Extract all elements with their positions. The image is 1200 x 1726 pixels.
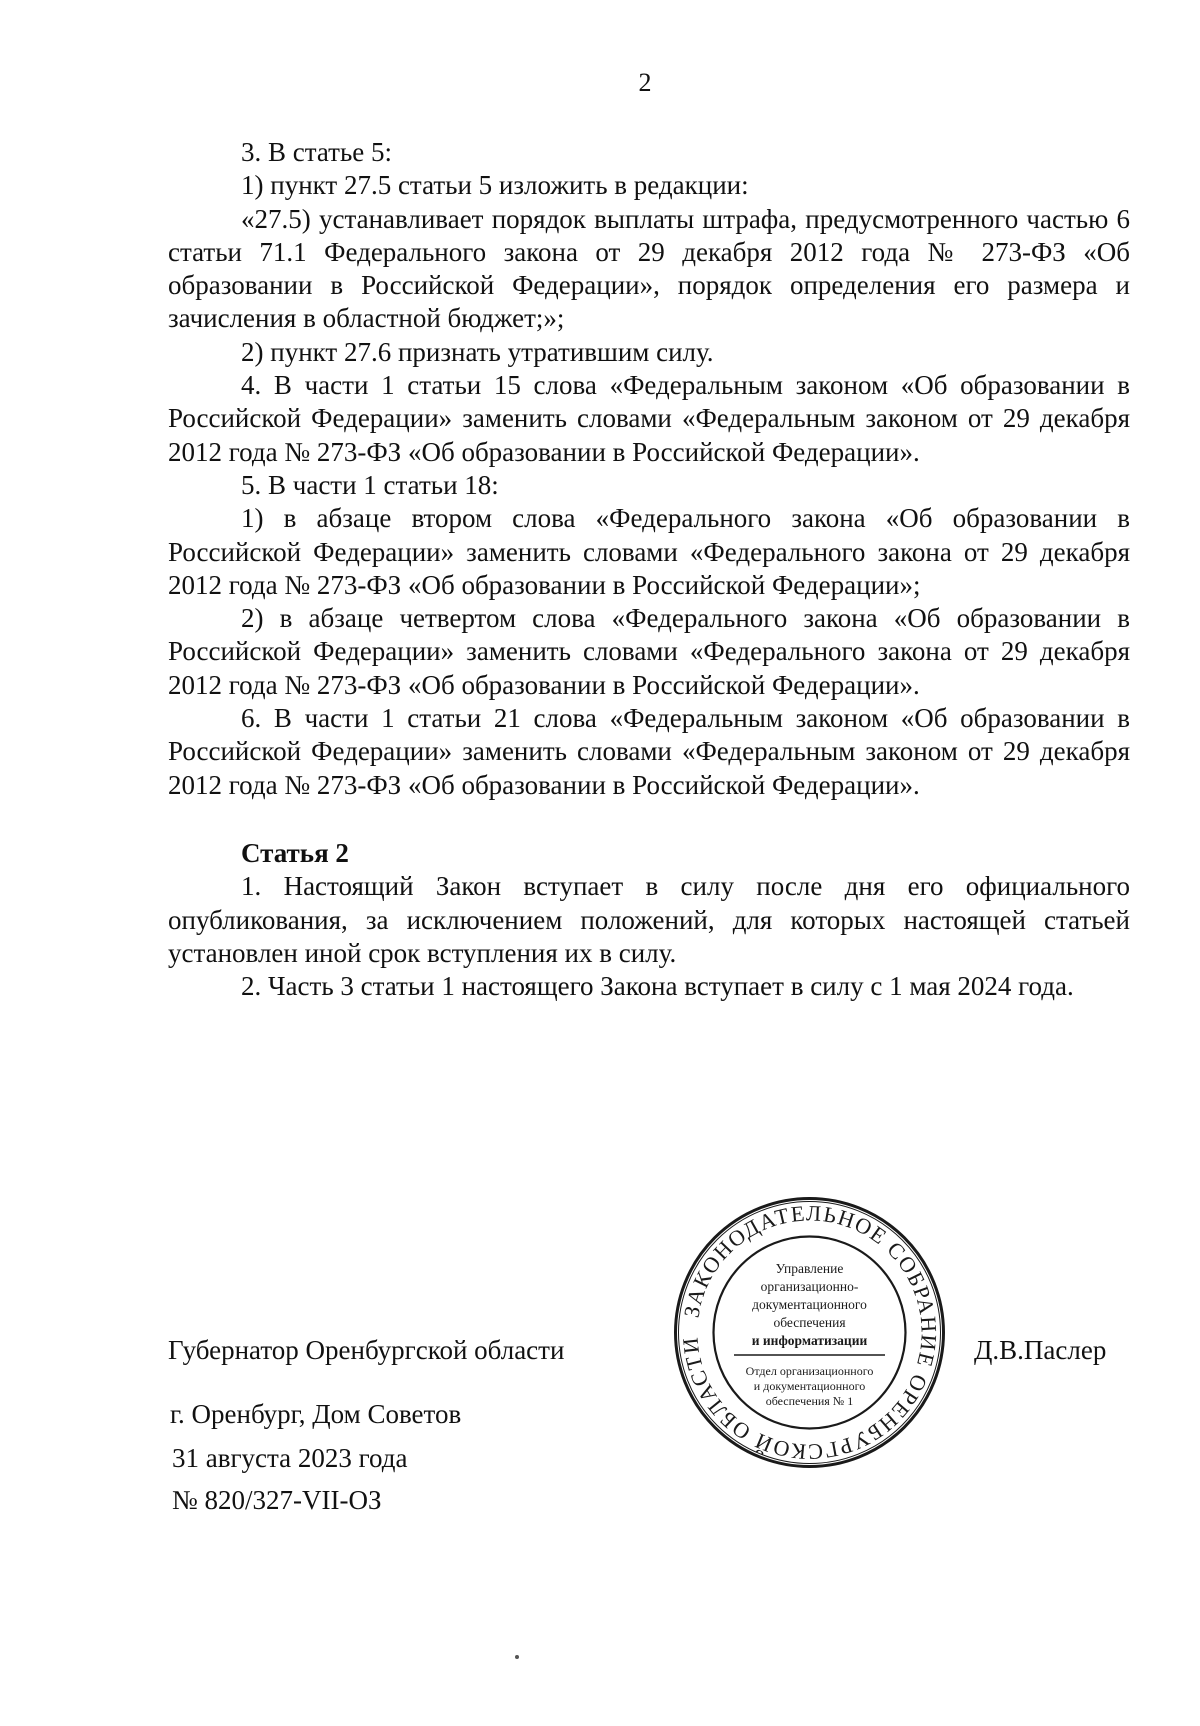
svg-text:организационно-: организационно- [760,1279,859,1294]
signing-date: 31 августа 2023 года [172,1443,408,1473]
signing-place: г. Оренбург, Дом Советов [170,1399,462,1429]
svg-text:и документационного: и документационного [753,1379,866,1393]
amendment-quote: «27.5) устанавливает порядок выплаты штрафа, предусмотренного частью 6 статьи 71.1 Федерального закона от 29 декабря 2012 года № 273-ФЗ «Об образовании в Российской Федерации», порядок определения его размера и зачисления в областной бюджет;»; [168,203,1130,334]
amendment-subitem: 1) в абзаце втором слова «Федерального закона «Об образовании в Российской Федерации» заменить словами «Федерального закона от 29 декабря 2012 года № 273-ФЗ «Об образовании в Российской Федерации»; [168,503,1130,600]
seal-center-text [752,1261,868,1348]
article-paragraph: 2. Часть 3 статьи 1 настоящего Закона вступает в силу с 1 мая 2024 года. [241,971,1074,1002]
amendment-item-4: 4. В части 1 статьи 15 слова «Федеральным законом «Об образовании в Российской Федерации» заменить словами «Федеральным законом от 29 декабря 2012 года № 273-ФЗ «Об образовании в Российской Федерации». [168,370,1130,467]
page-number: 2 [638,68,652,97]
amendment-item-5: 5. В части 1 статьи 18: [241,469,499,500]
amendment-subitem: 2) пункт 27.6 признать утратившим силу. [241,336,714,367]
signatory-name: Д.В.Паслер [974,1335,1107,1365]
amendment-item-6: 6. В части 1 статьи 21 слова «Федеральным законом «Об образовании в Российской Федерации» заменить словами «Федеральным законом от 29 декабря 2012 года № 273-ФЗ «Об образовании в Российской Федерации». [168,703,1130,800]
signatory-position: Губернатор Оренбургской области [168,1335,565,1365]
amendment-subitem: 1) пункт 27.5 статьи 5 изложить в редакции: [241,170,749,201]
svg-text:Отдел организационного: Отдел организационного [745,1364,874,1378]
svg-text:документационного: документационного [752,1297,867,1312]
seal-ring-text: ЗАКОНОДАТЕЛЬНОЕ СОБРАНИЕ ОРЕНБУРГСКОЙ ОБЛАСТИ [677,1200,942,1465]
svg-text:обеспечения: обеспечения [773,1315,846,1330]
article-paragraph: 1. Настоящий Закон вступает в силу после дня его официального опубликования, за исключением положений, для которых настоящей статьей установлен иной срок вступления их в силу. [168,871,1130,968]
svg-text:обеспечения № 1: обеспечения № 1 [765,1394,854,1408]
law-number: № 820/327-VII-ОЗ [172,1485,382,1515]
svg-text:Управление: Управление [775,1261,844,1276]
article-heading: Статья 2 [241,837,349,868]
amendment-item-3: 3. В статье 5: [241,137,393,167]
svg-text:и информатизации: и информатизации [751,1333,868,1348]
document-body [168,136,1130,1003]
seal-department-text [746,1364,874,1408]
scan-speck [515,1655,519,1659]
amendment-subitem: 2) в абзаце четвертом слова «Федерального закона «Об образовании в Российской Федерации» заменить словами «Федерального закона от 29 декабря 2012 года № 273-ФЗ «Об образовании в Российской Федерации». [168,603,1130,700]
official-seal [672,1195,947,1470]
